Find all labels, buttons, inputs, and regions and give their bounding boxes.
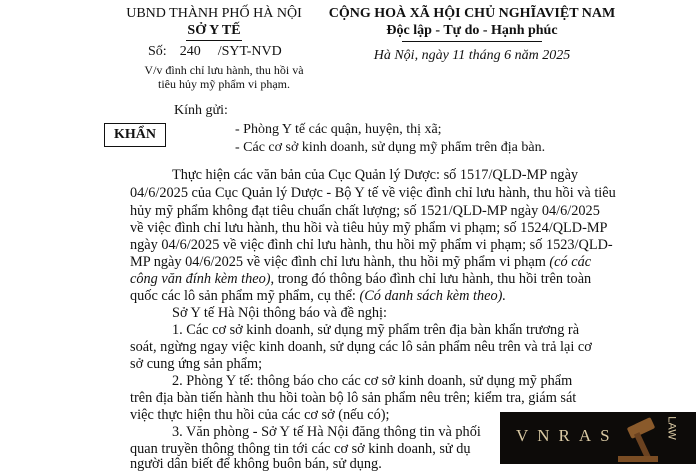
body-line: về việc đình chỉ lưu hành, thu hồi và tiêu hủy mỹ phẩm vi phạm; số 1524/QLD-MP <box>130 220 608 236</box>
number-value: 240 <box>179 44 201 59</box>
body-line <box>130 271 600 288</box>
body-text: , trong đó thông báo đình chỉ lưu hành, thu hồi trên toàn <box>270 271 592 287</box>
document-number <box>148 44 282 60</box>
date-line: Hà Nội, ngày 11 tháng 6 năm 2025 <box>373 48 571 63</box>
body-line: Sở Y tế Hà Nội thông báo và đề nghị: <box>172 305 387 321</box>
watermark-logo <box>500 412 696 464</box>
country-name: CỘNG HOÀ XÃ HỘI CHỦ NGHĨAVIỆT NAM <box>328 6 616 21</box>
recipient-item: - Phòng Y tế các quận, huyện, thị xã; <box>235 122 442 137</box>
urgent-badge: KHẨN <box>104 123 166 147</box>
body-text: quốc các lô sản phẩm mỹ phẩm, cụ thể: <box>130 288 360 304</box>
body-line: trên địa bàn tiến hành thu hồi toàn bộ lô sản phẩm nêu trên; kiểm tra, giám sát <box>130 390 577 406</box>
body-line: việc thực hiện thu hồi của các cơ sở (nếu có); <box>130 407 390 423</box>
body-line: người dân biết để không buôn bán, sử dụng. <box>130 456 382 472</box>
body-line: hủy mỹ phẩm không đạt tiêu chuẩn chất lượng; số 1521/QLD-MP ngày 04/6/2025 <box>130 203 600 219</box>
watermark-text: VNRAS <box>516 426 619 445</box>
motto: Độc lập - Tự do - Hạnh phúc <box>386 23 558 38</box>
body-italic-text: (Có danh sách kèm theo). <box>359 288 506 304</box>
body-line: sở cung ứng sản phẩm; <box>130 356 263 372</box>
body-line <box>130 288 600 305</box>
recipients-label: Kính gửi: <box>174 103 228 118</box>
body-line: ngày 04/6/2025 về việc đình chỉ lưu hành, thu hồi mỹ phẩm vi phạm; số 1523/QLD- <box>130 237 613 253</box>
issuer-underline <box>186 40 242 41</box>
subject-line-1: V/v đình chỉ lưu hành, thu hồi và <box>144 63 304 77</box>
body-text: MP ngày 04/6/2025 về việc đình chỉ lưu hành, thu hồi mỹ phẩm vi phạm <box>130 254 546 270</box>
body-line: 1. Các cơ sở kinh doanh, sử dụng mỹ phẩm trên địa bàn khẩn trương rà <box>172 322 580 338</box>
body-line: 2. Phòng Y tế: thông báo cho các cơ sở kinh doanh, sử dụng mỹ phẩm <box>172 373 573 389</box>
body-line: Thực hiện các văn bản của Cục Quản lý Dược: số 1517/QLD-MP ngày <box>172 167 579 183</box>
body-line <box>130 254 600 271</box>
number-suffix: /SYT-NVD <box>217 44 282 59</box>
body-line: 3. Văn phòng - Sở Y tế Hà Nội đăng thông tin và phối <box>172 424 481 440</box>
issuer-department: SỞ Y TẾ <box>187 23 241 38</box>
body-line: quan truyền thông thông tin tới các cơ sở kinh doanh, sử dụ <box>130 441 471 457</box>
body-line: soát, ngừng ngay việc kinh doanh, sử dụng các lô sản phẩm nêu trên và trả lại cơ <box>130 339 592 355</box>
motto-underline <box>402 41 542 42</box>
recipient-item: - Các cơ sở kinh doanh, sử dụng mỹ phẩm trên địa bàn. <box>235 140 546 155</box>
body-line: 04/6/2025 của Cục Quản lý Dược - Bộ Y tế về việc đình chỉ lưu hành, thu hồi và tiêu <box>130 185 616 201</box>
issuer-authority: UBND THÀNH PHỐ HÀ NỘI <box>126 6 302 21</box>
number-label: Số: <box>148 44 167 59</box>
subject-line-2: tiêu hủy mỹ phẩm vi phạm. <box>158 77 290 91</box>
watermark-side-text: LAW <box>665 416 678 440</box>
body-italic-text: (có các <box>549 254 592 270</box>
body-italic-text: công văn đính kèm theo) <box>130 271 271 287</box>
